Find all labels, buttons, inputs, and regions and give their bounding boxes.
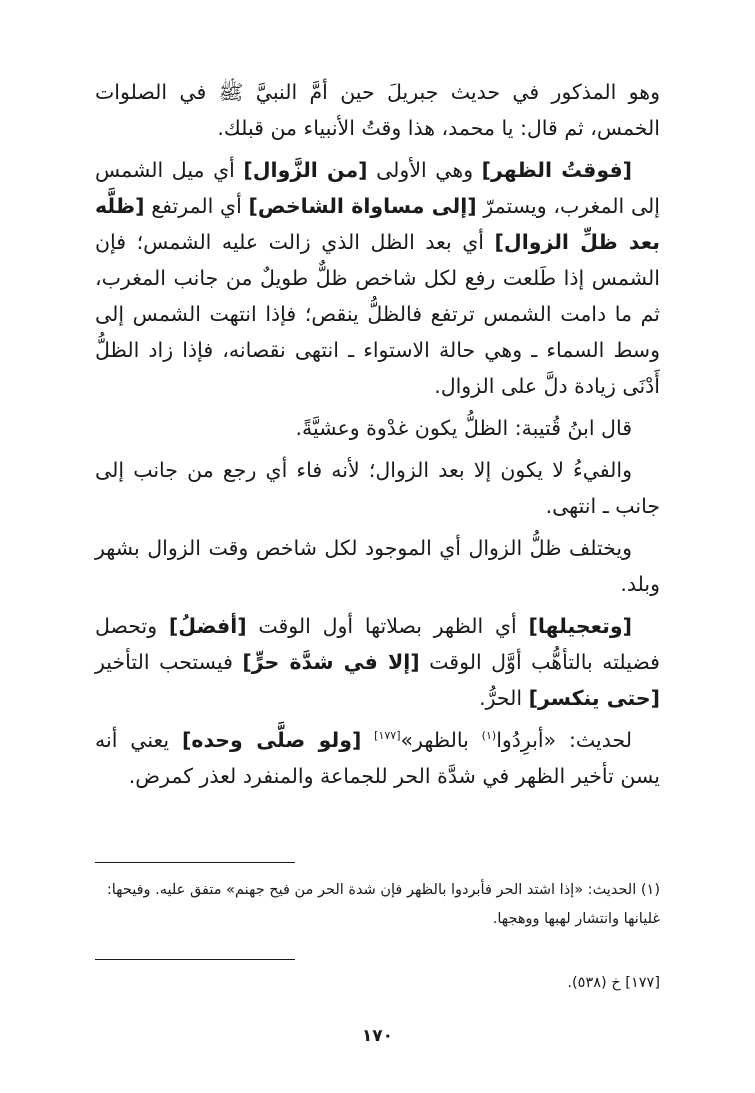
matn-text: [إلا في شدَّة حرٍّ] xyxy=(242,650,420,674)
paragraph xyxy=(95,410,660,446)
footnote-marker: [١٧٧] xyxy=(374,729,401,743)
sharh-text: وهو المذكور في حديث جبريلَ حين أمَّ النبيَّ ﷺ في الصلوات الخمس، ثم قال: يا محمد، هذا وقتُ الأنبياء من قبلك. xyxy=(95,80,660,140)
sharh-text: الحرُّ. xyxy=(479,686,529,710)
paragraph xyxy=(95,452,660,524)
sharh-text: وتحصل فضيلته بالتأهُّب أوَّل الوقت xyxy=(95,614,660,674)
paragraph xyxy=(95,530,660,602)
sharh-text: بالظهر» xyxy=(400,728,482,752)
footnote: (١) الحديث: «إذا اشتد الحر فأبردوا بالظهر فإن شدة الحر من فيح جهنم» متفق عليه. وفيحها: غليانها وانتشار لهبها ووهجها. xyxy=(106,882,660,927)
sharh-text: وهي الأولى xyxy=(367,158,482,182)
matn-text: [إلى مساواة الشاخص] xyxy=(248,194,477,218)
footnotes xyxy=(95,876,660,934)
sharh-text: فيستحب التأخير xyxy=(95,650,243,674)
matn-text: [من الزَّوال] xyxy=(243,158,368,182)
matn-text: [حتى ينكسر] xyxy=(528,686,660,710)
sharh-text xyxy=(361,728,374,752)
footnote-separator xyxy=(95,862,295,863)
sharh-text: ويختلف ظلُّ الزوال أي الموجود لكل شاخص وقت الزوال بشهر وبلد. xyxy=(95,536,660,596)
matn-text: [ظلَّه بعد ظلِّ الزوال] xyxy=(95,194,660,254)
sharh-text: أي المرتفع xyxy=(144,194,249,218)
page-number: ١٧٠ xyxy=(361,1026,394,1046)
matn-text: [أفضلُ] xyxy=(168,614,247,638)
sharh-text: قال ابنُ قُتيبة: الظلُّ يكون غدْوة وعشيَّةً. xyxy=(295,416,632,440)
paragraph xyxy=(95,722,660,794)
matn-text: [ولو صلَّى وحده] xyxy=(181,728,362,752)
reference-separator xyxy=(95,959,295,960)
sharh-text: لحديث: «أبرِدُوا xyxy=(496,728,632,752)
sharh-text: أي ميل الشمس إلى المغرب، ويستمرّ xyxy=(95,158,660,218)
sharh-text: أي الظهر بصلاتها أول الوقت xyxy=(246,614,529,638)
main-text xyxy=(95,74,660,794)
paragraph xyxy=(95,608,660,716)
sharh-text: والفيءُ لا يكون إلا بعد الزوال؛ لأنه فاء أي رجع من جانب إلى جانب ـ انتهى. xyxy=(95,458,660,518)
matn-text: [فوقتُ الظهر] xyxy=(481,158,632,182)
paragraph xyxy=(95,74,660,146)
sharh-text: أي بعد الظل الذي زالت عليه الشمس؛ فإن الشمس إذا طَلعت رفع لكل شاخص ظلٌّ طويلٌ من جانب المغرب، ثم ما دامت الشمس ترتفع فالظلُّ ينقص؛ فإذا انتهت الشمس إلى وسط السماء ـ وهي حالة الاستواء ـ انتهى نقصانه، فإذا زاد الظلُّ أَدْنَى زيادة دلَّ على الزوال. xyxy=(95,230,660,398)
reference: [١٧٧] خ (٥٣٨). xyxy=(567,975,660,991)
paragraph xyxy=(95,152,660,404)
matn-text: [وتعجيلها] xyxy=(528,614,632,638)
sharh-text: يعني أنه يسن تأخير الظهر في شدَّة الحر للجماعة والمنفرد لعذر كمرض. xyxy=(95,728,660,788)
references xyxy=(95,969,660,998)
footnote-marker: (١) xyxy=(481,729,497,743)
